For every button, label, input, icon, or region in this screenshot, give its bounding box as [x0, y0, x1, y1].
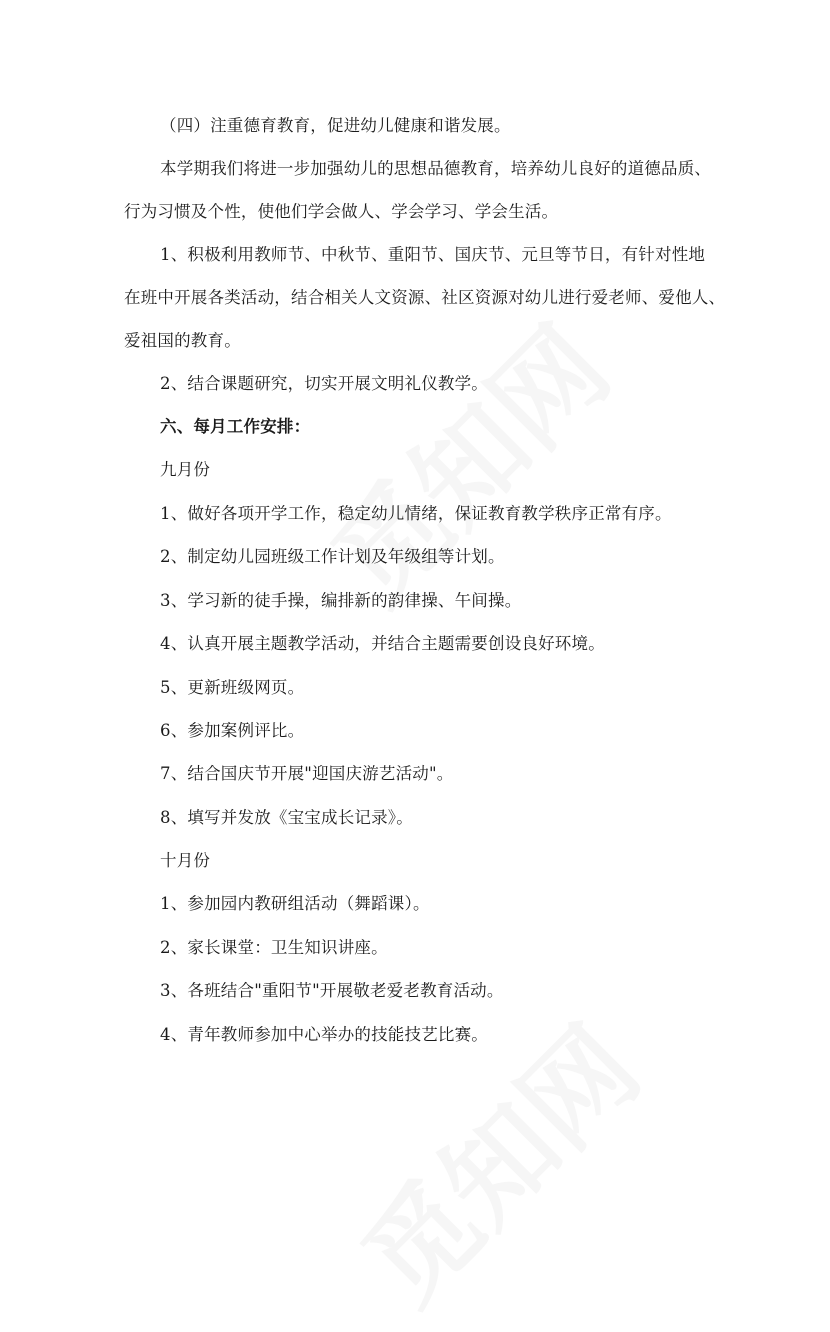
- list-item: 1、做好各项开学工作，稳定幼儿情绪，保证教育教学秩序正常有序。: [160, 504, 672, 523]
- list-item: 4、认真开展主题教学活动，并结合主题需要创设良好环境。: [160, 634, 605, 653]
- list-item: 1、积极利用教师节、中秋节、重阳节、国庆节、元旦等节日，有针对性地: [160, 245, 706, 264]
- paragraph-line: 在班中开展各类活动，结合相关人文资源、社区资源对幼儿进行爱老师、爱他人、: [124, 288, 726, 307]
- list-item: 2、制定幼儿园班级工作计划及年级组等计划。: [160, 547, 505, 566]
- list-item: 3、各班结合"重阳节"开展敬老爱老教育活动。: [160, 981, 504, 1000]
- list-item: 2、家长课堂：卫生知识讲座。: [160, 938, 388, 957]
- paragraph-line: 行为习惯及个性，使他们学会做人、学会学习、学会生活。: [124, 202, 559, 221]
- section-heading-moral-education: （四）注重德育教育，促进幼儿健康和谐发展。: [160, 116, 511, 135]
- paragraph-line: 本学期我们将进一步加强幼儿的思想品德教育，培养幼儿良好的道德品质、: [160, 159, 712, 178]
- section-heading-monthly-schedule: 六、每月工作安排：: [160, 417, 311, 436]
- list-item: 4、青年教师参加中心举办的技能技艺比赛。: [160, 1025, 488, 1044]
- list-item: 8、填写并发放《宝宝成长记录》。: [160, 808, 413, 827]
- watermark: [292, 286, 637, 631]
- list-item: 2、结合课题研究，切实开展文明礼仪教学。: [160, 374, 488, 393]
- list-item: 7、结合国庆节开展"迎国庆游艺活动"。: [160, 764, 454, 783]
- paragraph-line: 爱祖国的教育。: [124, 331, 241, 350]
- list-item: 3、学习新的徒手操，编排新的韵律操、午间操。: [160, 591, 522, 610]
- list-item: 5、更新班级网页。: [160, 678, 305, 697]
- month-heading-september: 九月份: [160, 460, 211, 479]
- month-heading-october: 十月份: [160, 851, 211, 870]
- list-item: 6、参加案例评比。: [160, 721, 305, 740]
- list-item: 1、参加园内教研组活动（舞蹈课）。: [160, 894, 430, 913]
